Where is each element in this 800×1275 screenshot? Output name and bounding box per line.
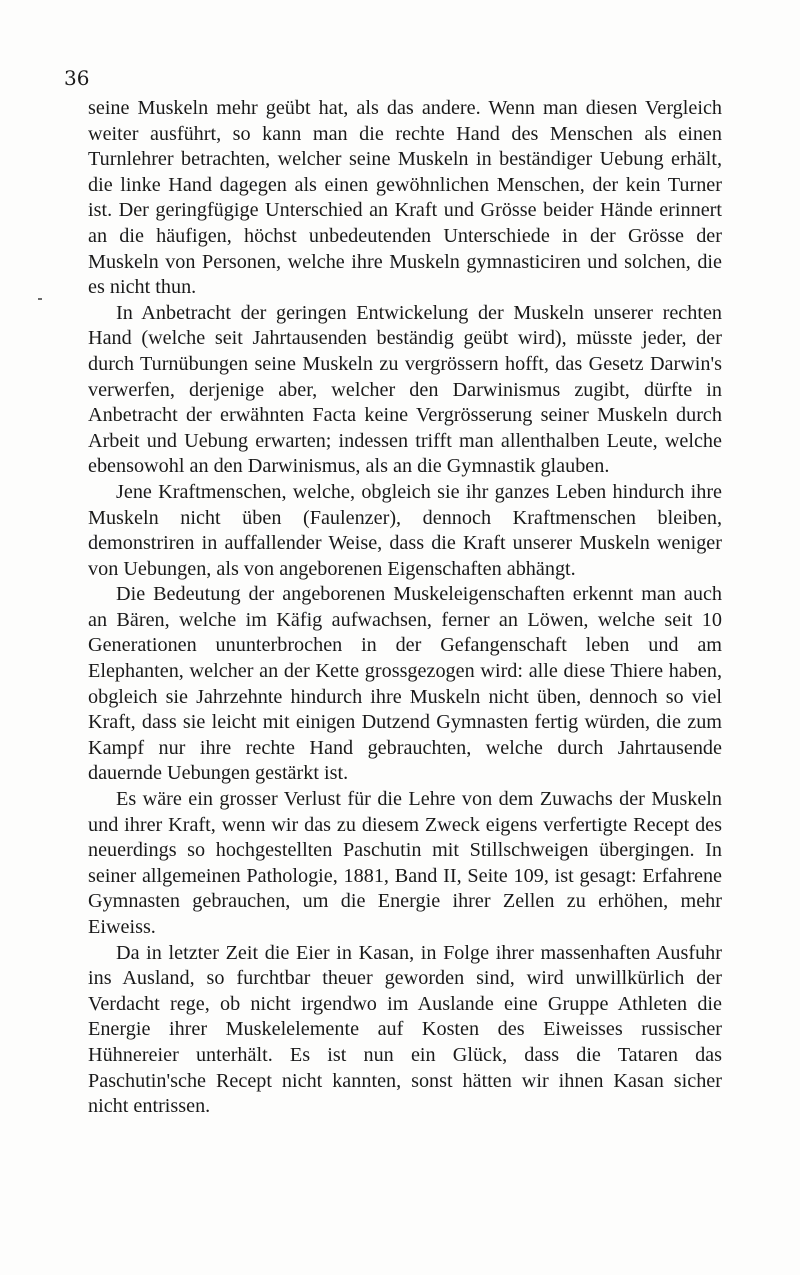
paragraph-6: Da in letzter Zeit die Eier in Kasan, in Folge ihrer massenhaften Ausfuhr ins Ausland, so furchtbar theuer geworden sind, wird unwillkürlich der Verdacht rege, ob nicht irgendwo im Auslande eine Gruppe Athleten die Energie ihrer Muskelelemente auf Kosten des Eiweisses russischer Hühnereier unterhält. Es ist nun ein Glück, dass die Tataren das Paschutin'sche Recept nicht kannten, sonst hätten wir ihnen Kasan sicher nicht entrissen. <box>88 941 722 1118</box>
page-number: 36 <box>64 66 90 90</box>
paragraph-1: seine Muskeln mehr geübt hat, als das andere. Wenn man diesen Vergleich weiter ausführt, so kann man die rechte Hand des Menschen als einen Turnlehrer betrachten, welcher seine Muskeln in beständiger Uebung erhält, die linke Hand dagegen als einen gewöhnlichen Menschen, der kein Turner ist. Der geringfügige Unterschied an Kraft und Grösse beider Hände erinnert an die häufigen, höchst unbedeutenden Unterschiede in der Grösse der Muskeln von Personen, welche ihre Muskeln gymnasticiren und solchen, die es nicht thun. <box>88 97 722 299</box>
paragraph-2: In Anbetracht der geringen Entwickelung der Muskeln unserer rechten Hand (welche seit Jahrtausenden beständig geübt wird), müsste jeder, der durch Turnübungen seine Muskeln zu vergrössern hofft, das Gesetz Darwin's verwerfen, derjenige aber, welcher den Darwinismus zugibt, dürfte in Anbetracht der erwähnten Facta keine Vergrösserung seiner Muskeln durch Arbeit und Uebung erwarten; indessen trifft man allenthalben Leute, welche ebensowohl an den Darwinismus, als an die Gymnastik glauben. <box>88 301 722 478</box>
body-text <box>88 96 722 1120</box>
paragraph-4: Die Bedeutung der angeborenen Muskeleigenschaften erkennt man auch an Bären, welche im Käfig aufwachsen, ferner an Löwen, welche seit 10 Generationen ununterbrochen in der Gefangenschaft leben und am Elephanten, welcher an der Kette grossgezogen wird: alle diese Thiere haben, obgleich sie Jahrzehnte hindurch ihre Muskeln nicht üben, dennoch so viel Kraft, dass sie leicht mit einigen Dutzend Gymnasten fertig würden, die zum Kampf nur ihre rechte Hand gebrauchten, welche durch Jahrtausende dauernde Uebungen gestärkt ist. <box>88 583 722 785</box>
paragraph-5: Es wäre ein grosser Verlust für die Lehre von dem Zuwachs der Muskeln und ihrer Kraft, wenn wir das zu diesem Zweck eigens verfertigte Recept des neuerdings so hochgestellten Paschutin mit Stillschweigen übergingen. In seiner allgemeinen Pathologie, 1881, Band II, Seite 109, ist gesagt: Erfahrene Gymnasten gebrauchen, um die Energie ihrer Zellen zu erhöhen, mehr Eiweiss. <box>88 788 722 938</box>
paragraph-3: Jene Kraftmenschen, welche, obgleich sie ihr ganzes Leben hindurch ihre Muskeln nicht üben (Faulenzer), dennoch Kraftmenschen bleiben, demonstriren in auffallender Weise, dass die Kraft unserer Muskeln weniger von Uebungen, als von angeborenen Eigenschaften abhängt. <box>88 480 722 580</box>
margin-mark <box>38 298 42 300</box>
